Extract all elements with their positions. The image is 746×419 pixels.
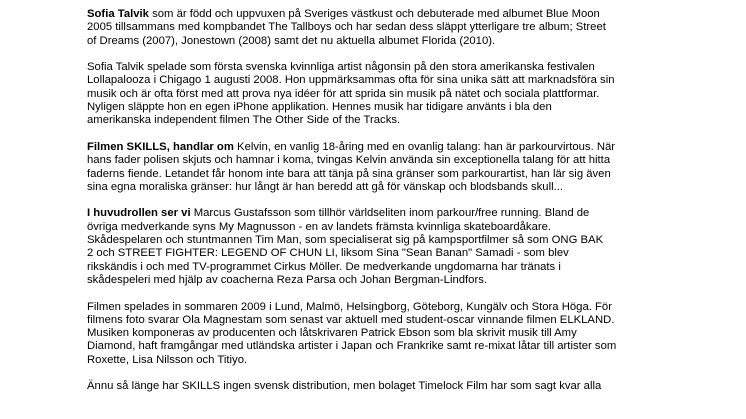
paragraph-text: Filmen spelades in sommaren 2009 i Lund, Malmö, Helsingborg, Göteborg, Kungälv och Stora Höga. För filmens foto svarar Ola Magnestam som senast var aktuell med student-oscar vinnande filmen ELKLAND. Musiken komponeras av producenten och låtskrivaren Patrick Ebson som bla skrivit musik till Amy Diamond, haft framgångar med utländska artister i Japan och Frankrike samt re-mixat låtar till artister som Roxette, Lisa Nilsson och Titiyo. [87, 300, 617, 366]
paragraph-text: Kelvin, en vanlig 18-åring med en ovanlig talang: han är parkourvirtous. När hans fader polisen skjuts och hamnar i koma, tvingas Kelvin använda sin exceptionella talang för att hitta faderns fiende. Letandet får honom inte bara att tänja på sina gränser som parkourartist, han lär sig även sina egna moraliska gränser: hur långt är han beredd att gå för vänskap och blodsbands skull... [87, 140, 616, 193]
paragraph-text: som är född och uppvuxen på Sveriges västkust och debuterade med albumet Blue Moon 2005 tillsammans med kompbandet The Tallboys och har sedan dess släppt ytterligare tre album; Street of Dreams (2007), Jonestown (2008) samt det nu aktuella albumet Florida (2010). [87, 8, 606, 47]
paragraph-text: Ännu så länge har SKILLS ingen svensk distribution, men bolaget Timelock Film har som sagt kvar alla [87, 380, 602, 393]
paragraph-text: Marcus Gustafsson som tillhör världseliten inom parkour/free running. Bland de övriga medverkande syns My Magnusson - en av landets främsta kvinnliga skateboardåkare. Skådespelaren och stuntmannen Tim Man, som specialiserat sig på kampsportfilmer så som ONG BAK 2 och STREET FIGHTER: LEGEND OF CHUN LI, liksom Sina "Sean Banan" Samadi - som blev rikskändis i och med TV-programmet Cirkus Möller. De medverkande ungdomarna har tränats i skådespeleri med hjälp av coacherna Reza Parsa och Johan Bergman-Lindfors. [87, 207, 604, 286]
paragraph-text: Sofia Talvik spelade som första svenska kvinnliga artist någonsin på den stora amerikanska festivalen Lollapalooza i Chigago 1 augusti 2008. Hon uppmärksammas ofta för sina unika sätt att marknadsföra sin musik och är ofta först med att prova nya idéer för att sprida sin musik på nätet och sociala plattformar. Nyligen släppte hon en egen iPhone applikation. Hennes musik har tidigare använts i bla den amerikanska independent filmen The Other Side of the Tracks. [87, 61, 615, 127]
paragraph-cast [87, 207, 727, 287]
paragraph-lollapalooza [87, 61, 727, 127]
paragraph-lead: Filmen SKILLS, handlar om [87, 140, 234, 153]
paragraph-sofia-intro [87, 8, 727, 48]
paragraph-distribution [87, 380, 727, 393]
press-release-body [87, 8, 727, 407]
paragraph-production [87, 301, 727, 367]
paragraph-skills-plot [87, 141, 727, 194]
paragraph-lead: I huvudrollen ser vi [87, 207, 191, 220]
paragraph-lead: Sofia Talvik [87, 8, 149, 20]
